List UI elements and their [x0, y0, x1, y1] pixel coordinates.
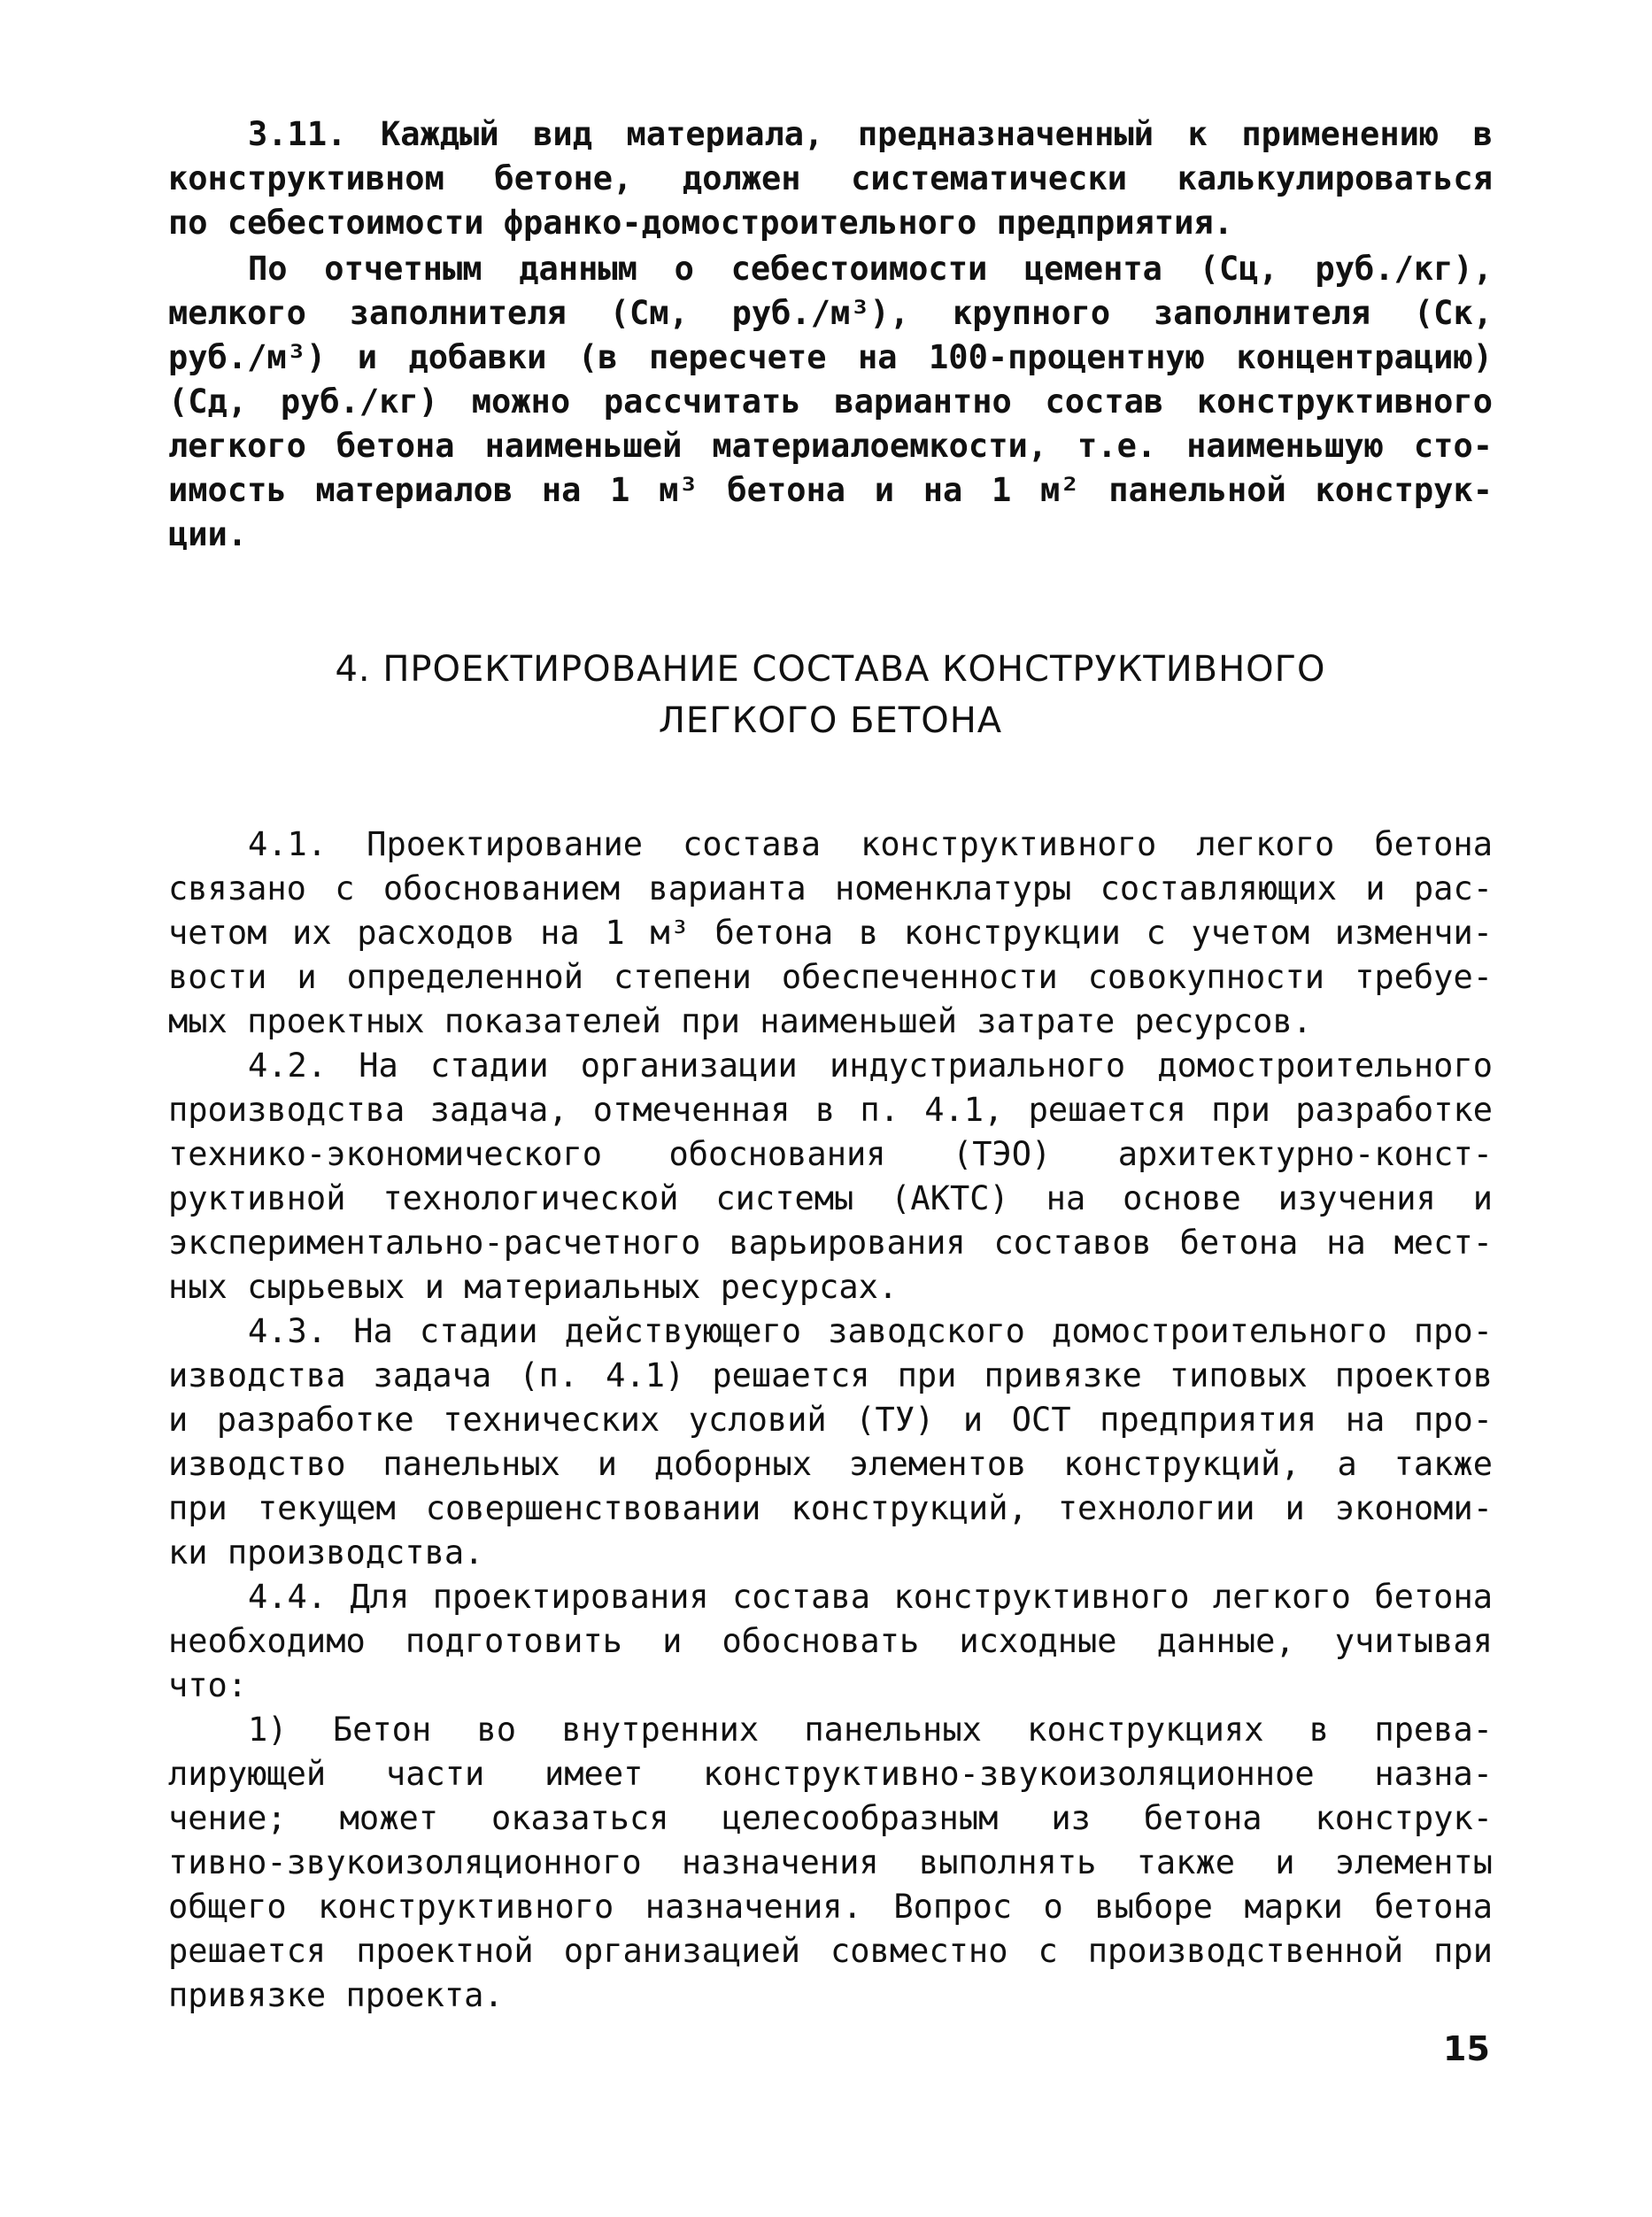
- text-line: четом их расходов на 1 м³ бетона в конструкции с учетом изменчи-: [168, 914, 1493, 952]
- text-line: тивно-звукоизоляционного назначения выполнять также и элементы: [168, 1843, 1493, 1881]
- text-line: связано с обоснованием варианта номенклатуры составляющих и рас-: [168, 869, 1493, 908]
- section-heading: ЛЕГКОГО БЕТОНА: [658, 700, 1003, 741]
- text-line: мелкого заполнителя (См, руб./м³), крупного заполнителя (Ск,: [168, 294, 1493, 332]
- text-line: имость материалов на 1 м³ бетона и на 1 м² панельной конструк-: [168, 471, 1493, 509]
- text-line: общего конструктивного назначения. Вопрос о выборе марки бетона: [168, 1888, 1493, 1926]
- text-line: конструктивном бетоне, должен систематически калькулироваться: [168, 159, 1493, 197]
- text-line: решается проектной организацией совместно с производственной при: [168, 1932, 1493, 1970]
- text-line: чение; может оказаться целесообразным из бетона конструк-: [168, 1799, 1493, 1837]
- text-line: 4.4. Для проектирования состава конструктивного легкого бетона: [248, 1578, 1493, 1616]
- text-line: мых проектных показателей при наименьшей затрате ресурсов.: [168, 1002, 1313, 1040]
- text-line: производства задача, отмеченная в п. 4.1, решается при разработке: [168, 1091, 1493, 1129]
- text-line: необходимо подготовить и обосновать исходные данные, учитывая: [168, 1622, 1493, 1660]
- text-line: (Сд, руб./кг) можно рассчитать вариантно состав конструктивного: [168, 382, 1493, 421]
- text-line: 4.2. На стадии организации индустриального домостроительного: [248, 1047, 1493, 1085]
- text-line: 1) Бетон во внутренних панельных конструкциях в прева-: [248, 1711, 1493, 1749]
- text-line: что:: [168, 1666, 248, 1704]
- text-line: По отчетным данным о себестоимости цемента (Сц, руб./кг),: [248, 250, 1493, 288]
- text-line: ции.: [168, 515, 248, 553]
- section-heading: 4. ПРОЕКТИРОВАНИЕ СОСТАВА КОНСТРУКТИВНОГО: [335, 649, 1326, 690]
- text-line: и разработке технических условий (ТУ) и ОСТ предприятия на про-: [168, 1401, 1493, 1439]
- text-line: экспериментально-расчетного варьирования составов бетона на мест-: [168, 1224, 1493, 1262]
- text-line: технико-экономического обоснования (ТЭО) архитектурно-конст-: [168, 1135, 1493, 1173]
- text-line: руктивной технологической системы (АКТС) на основе изучения и: [168, 1179, 1493, 1217]
- text-line: изводство панельных и доборных элементов конструкций, а также: [168, 1445, 1493, 1483]
- text-line: по себестоимости франко-домостроительного предприятия.: [168, 204, 1233, 242]
- text-line: 4.3. На стадии действующего заводского домостроительного про-: [248, 1312, 1493, 1350]
- text-line: при текущем совершенствовании конструкций, технологии и экономи-: [168, 1489, 1493, 1527]
- text-line: лирующей части имеет конструктивно-звукоизоляционное назна-: [168, 1755, 1493, 1793]
- text-line: 4.1. Проектирование состава конструктивного легкого бетона: [248, 825, 1493, 863]
- page-number: 15: [1443, 2029, 1490, 2068]
- text-line: вости и определенной степени обеспеченности совокупности требуе-: [168, 958, 1493, 996]
- text-line: изводства задача (п. 4.1) решается при привязке типовых проектов: [168, 1356, 1493, 1394]
- text-line: 3.11. Каждый вид материала, предназначенный к применению в: [248, 115, 1493, 153]
- text-line: ки производства.: [168, 1533, 484, 1572]
- text-line: ных сырьевых и материальных ресурсах.: [168, 1268, 899, 1306]
- text-line: привязке проекта.: [168, 1976, 504, 2014]
- text-line: руб./м³) и добавки (в пересчете на 100-процентную концентрацию): [168, 338, 1493, 376]
- text-line: легкого бетона наименьшей материалоемкости, т.е. наименьшую сто-: [168, 427, 1493, 465]
